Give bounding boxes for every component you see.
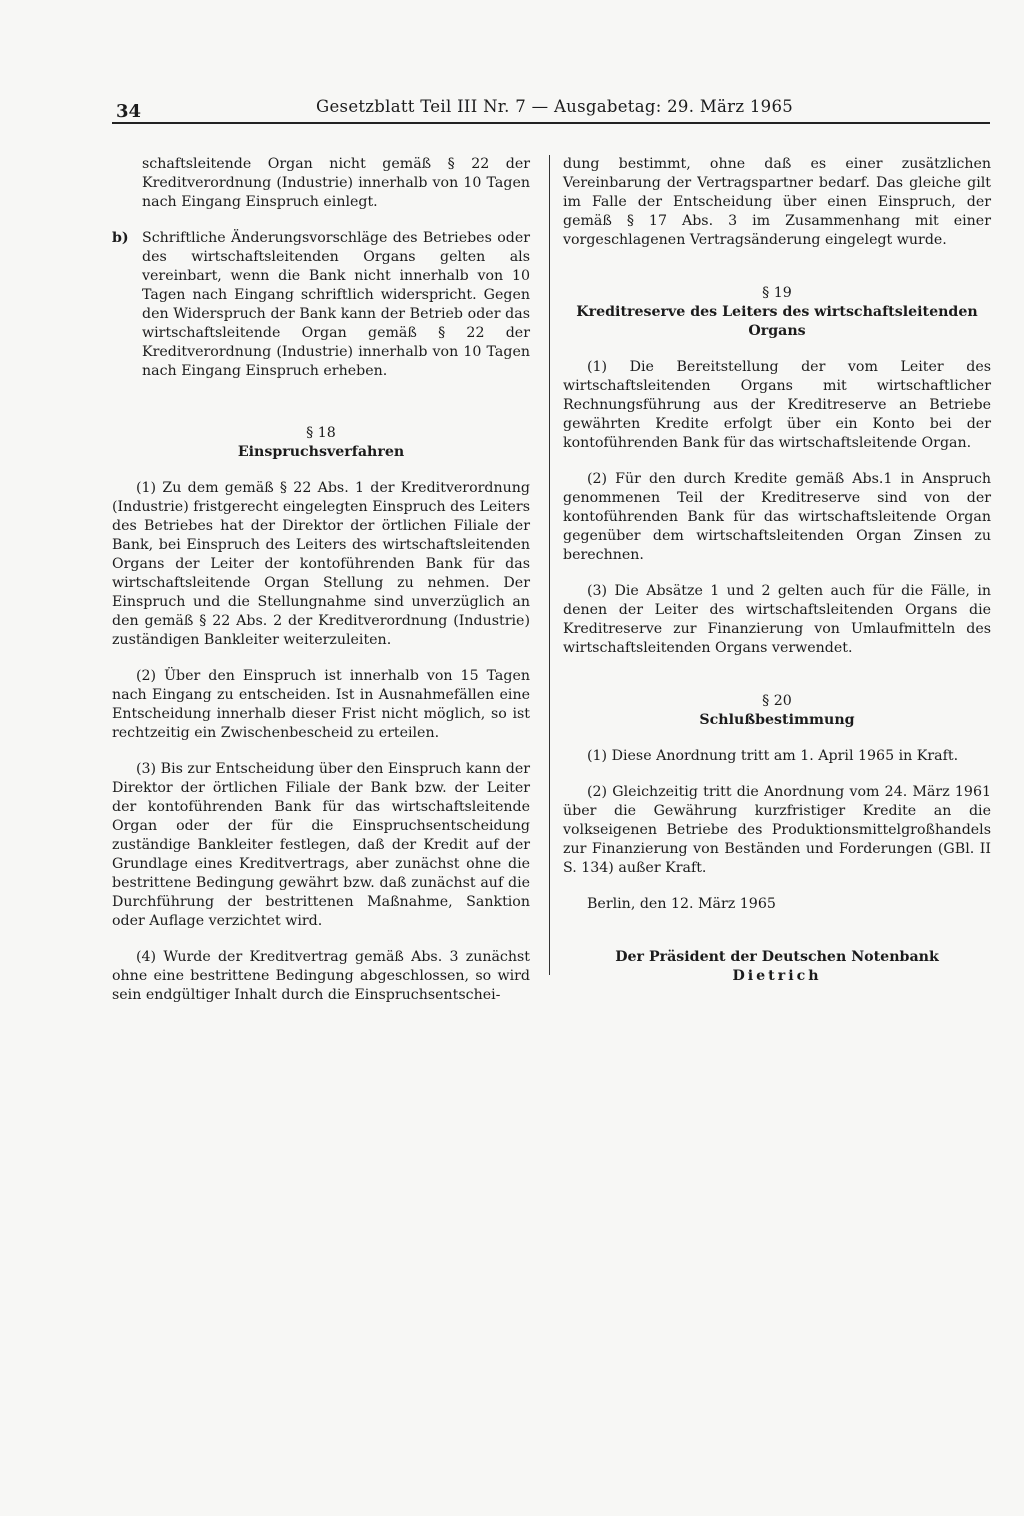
- signer-title: Der Präsident der Deutschen Notenbank: [615, 949, 939, 965]
- section-19-number: § 19: [762, 285, 792, 301]
- section-18-number: § 18: [306, 425, 336, 441]
- item-b-label: b): [112, 230, 129, 246]
- section-20-number: § 20: [762, 693, 792, 709]
- section-18-title: Einspruchsverfahren: [237, 444, 405, 460]
- running-head: Gesetzblatt Teil III Nr. 7 — Ausgabetag: 29. März 1965: [316, 97, 794, 116]
- section-18-paragraph-2: (2) Über den Einspruch ist innerhalb von 15 Tagen nach Eingang zu entscheiden. Ist in Ausnahmefällen eine Entscheidung innerhalb dieser Frist nicht möglich, so ist rechtzeitig ein Zwischenbescheid zu erteilen.: [112, 668, 530, 741]
- section-20-paragraph-2: (2) Gleichzeitig tritt die Anordnung vom 24. März 1961 über die Gewährung kurzfristiger Kredite an die volkseigenen Betriebe des Produktionsmittelgroßhandels zur Finanzierung von Beständen und Forderungen (GBl. II S. 134) außer Kraft.: [563, 784, 991, 876]
- section-18-paragraph-4: (4) Wurde der Kreditvertrag gemäß Abs. 3 zunächst ohne eine bestrittene Bedingung abgeschlossen, so wird sein endgültiger Inhalt durch die Einspruchsentschei-: [112, 949, 530, 1003]
- page-number: 34: [116, 101, 142, 122]
- section-19-title: Kreditreserve des Leiters des wirtschaftsleitenden Organs: [576, 304, 978, 339]
- place-and-date: Berlin, den 12. März 1965: [587, 896, 776, 912]
- item-b: [112, 229, 530, 381]
- column-divider: [549, 155, 550, 975]
- section-19-paragraph-2: (2) Für den durch Kredite gemäß Abs.1 in Anspruch genommenen Teil der Kreditreserve sind von der kontoführenden Bank für das wirtschaftsleitende Organ gegenüber dem wirtschaftsleitenden Organ Zinsen zu berechnen.: [563, 471, 991, 563]
- header-rule: [112, 122, 990, 124]
- item-b-text: Schriftliche Änderungsvorschläge des Betriebes oder des wirtschaftsleitenden Organs gelten als vereinbart, wenn die Bank nicht innerhalb von 10 Tagen nach Eingang schriftlich widerspricht. Gegen den Widerspruch der Bank kann der Betrieb oder das wirtschaftsleitende Organ gemäß § 22 der Kreditverordnung (Industrie) innerhalb von 10 Tagen nach Eingang Einspruch erheben.: [142, 230, 530, 379]
- section-20-paragraph-1: (1) Diese Anordnung tritt am 1. April 1965 in Kraft.: [587, 748, 959, 764]
- section-19-paragraph-1: (1) Die Bereitstellung der vom Leiter des wirtschaftsleitenden Organs mit wirtschaftlicher Rechnungsführung aus der Kreditreserve an Betriebe gewährten Kredite erfolgt über ein Konto bei der kontoführenden Bank für das wirtschaftsleitende Organ.: [563, 359, 991, 451]
- continued-item-a: schaftsleitende Organ nicht gemäß § 22 der Kreditverordnung (Industrie) innerhalb von 10 Tagen nach Eingang Einspruch einlegt.: [142, 156, 530, 210]
- section-20-title: Schlußbestimmung: [699, 712, 855, 728]
- continued-paragraph: dung bestimmt, ohne daß es einer zusätzlichen Vereinbarung der Vertragspartner bedarf. Das gleiche gilt im Falle der Entscheidung über einen Einspruch, der gemäß § 17 Abs. 3 im Zusammenhang mit einer vorgeschlagenen Vertragsänderung eingelegt wurde.: [563, 156, 991, 248]
- right-column: [563, 155, 991, 986]
- left-column: [112, 155, 530, 1005]
- section-18-paragraph-1: (1) Zu dem gemäß § 22 Abs. 1 der Kreditverordnung (Industrie) fristgerecht eingelegten Einspruch des Leiters des Betriebes hat der Direktor der örtlichen Filiale der Bank, bei Einspruch des Leiters des wirtschaftsleitenden Organs der Leiter der kontoführenden Bank für das wirtschaftsleitende Organ Stellung zu nehmen. Der Einspruch und die Stellungnahme sind unverzüglich an den gemäß § 22 Abs. 2 der Kreditverordnung (Industrie) zuständigen Bankleiter weiterzuleiten.: [112, 480, 530, 648]
- section-18-paragraph-3: (3) Bis zur Entscheidung über den Einspruch kann der Direktor der örtlichen Filiale der Bank bzw. der Leiter der kontoführenden Bank für das wirtschaftsleitende Organ oder der für die Einspruchsentscheidung zuständige Bankleiter festlegen, daß der Kredit auf der Grundlage eines Kreditvertrags, aber zunächst ohne die bestrittene Bedingung gewährt bzw. daß zunächst auf die Durchführung der bestrittenen Maßnahme, Sanktion oder Auflage verzichtet wird.: [112, 761, 530, 929]
- signer-name: Dietrich: [732, 968, 822, 984]
- section-19-paragraph-3: (3) Die Absätze 1 und 2 gelten auch für die Fälle, in denen der Leiter des wirtschaftsleitenden Organs die Kreditreserve zur Finanzierung von Umlaufmitteln des wirtschaftsleitenden Organs verwendet.: [563, 583, 991, 656]
